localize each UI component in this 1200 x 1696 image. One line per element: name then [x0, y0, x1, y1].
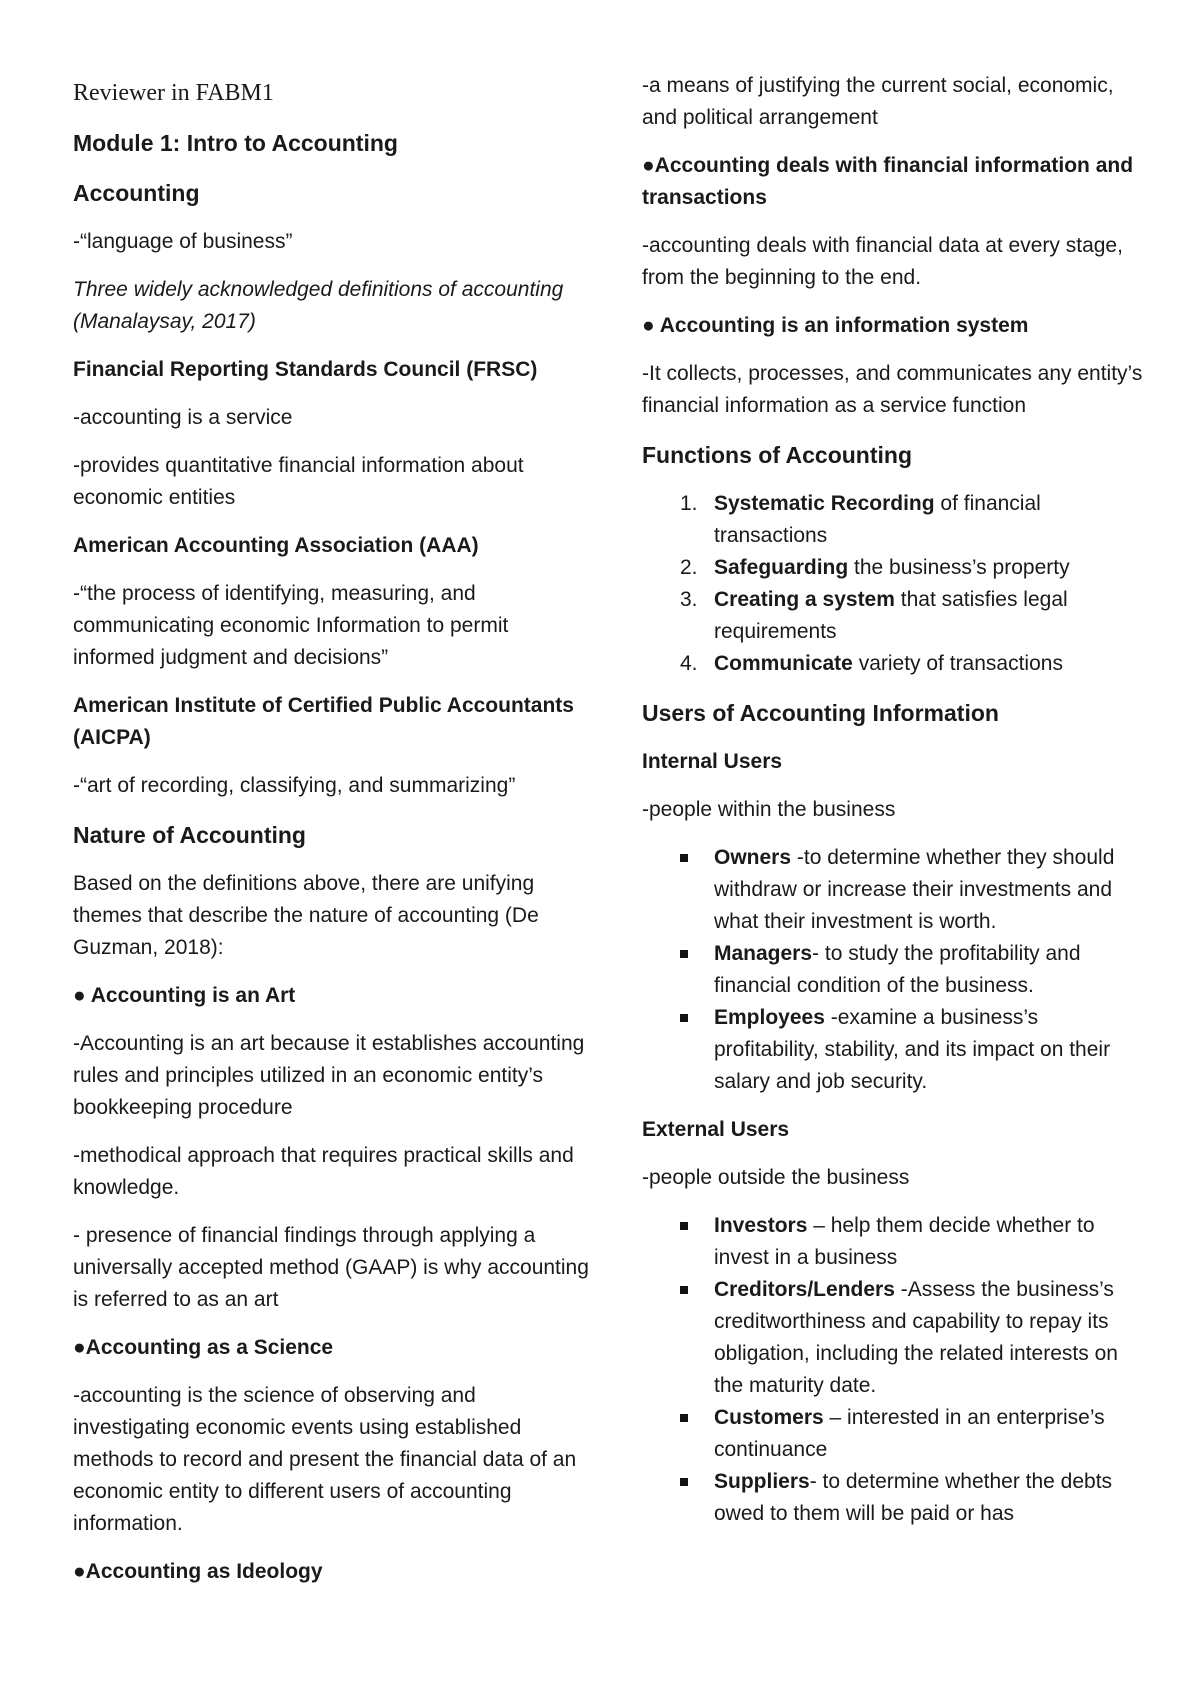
item-text: – help them decide whether to invest in a business	[714, 1214, 1095, 1269]
ideology-paragraph: -a means of justifying the current social, economic, and political arrangement	[642, 74, 1114, 129]
aicpa-heading: American Institute of Certified Public Accountants (AICPA)	[73, 694, 574, 749]
users-heading: Users of Accounting Information	[642, 700, 999, 726]
item-text: of financial transactions	[714, 492, 1041, 547]
definitions-intro: Three widely acknowledged definitions of accounting (Manalaysay, 2017)	[73, 278, 564, 333]
external-users-heading: External Users	[642, 1118, 790, 1141]
accounting-heading: Accounting	[73, 180, 200, 206]
info-system-heading: ● Accounting is an information system	[642, 314, 1029, 337]
list-number: 3.	[680, 588, 698, 611]
list-number: 4.	[680, 652, 698, 675]
aaa-heading: American Accounting Association (AAA)	[73, 534, 479, 557]
art-paragraph-1: -Accounting is an art because it establishes accounting rules and principles utilized in an economic entity’s bookkeeping procedure	[73, 1032, 585, 1119]
item-term: Suppliers	[714, 1470, 810, 1493]
item-text: -to determine whether they should withdraw or increase their investments and what their investment is worth.	[714, 846, 1115, 933]
square-bullet-icon	[680, 1014, 688, 1022]
square-bullet-icon	[680, 1478, 688, 1486]
science-heading: ●Accounting as a Science	[73, 1336, 334, 1359]
frsc-paragraph-2: -provides quantitative financial information about economic entities	[73, 454, 524, 509]
item-term: Employees	[714, 1006, 825, 1029]
art-heading: ● Accounting is an Art	[73, 984, 296, 1007]
list-item	[642, 1274, 1147, 1402]
item-text: the business’s property	[848, 556, 1070, 579]
item-text: -examine a business’s profitability, stability, and its impact on their salary and job security.	[714, 1006, 1111, 1093]
right-column	[642, 70, 1147, 1546]
ideology-heading: ●Accounting as Ideology	[73, 1560, 323, 1583]
square-bullet-icon	[680, 1414, 688, 1422]
item-text: - to determine whether the debts owed to them will be paid or has	[714, 1470, 1113, 1525]
list-number: 1.	[680, 492, 698, 515]
list-number: 2.	[680, 556, 698, 579]
item-text: -Assess the business’s creditworthiness and capability to repay its obligation, including the related interests on the maturity date.	[714, 1278, 1118, 1397]
list-item	[642, 488, 1147, 552]
accounting-definition: -“language of business”	[73, 230, 293, 253]
nature-intro: Based on the definitions above, there are unifying themes that describe the nature of accounting (De Guzman, 2018):	[73, 872, 539, 959]
item-term: Managers	[714, 942, 813, 965]
item-term: Owners	[714, 846, 792, 869]
aicpa-paragraph: -“art of recording, classifying, and summarizing”	[73, 774, 516, 797]
square-bullet-icon	[680, 1286, 688, 1294]
item-term: Safeguarding	[714, 556, 849, 579]
aaa-paragraph: -“the process of identifying, measuring, and communicating economic Information to permit informed judgment and decisions”	[73, 582, 509, 669]
item-text: – interested in an enterprise’s continuance	[714, 1406, 1105, 1461]
list-item	[642, 938, 1147, 1002]
item-text: that satisfies legal requirements	[714, 588, 1068, 643]
document-title: Reviewer in FABM1	[73, 80, 274, 106]
item-text: variety of transactions	[852, 652, 1063, 675]
art-paragraph-2: -methodical approach that requires practical skills and knowledge.	[73, 1144, 574, 1199]
list-item	[642, 1402, 1147, 1466]
art-paragraph-3: - presence of financial findings through applying a universally accepted method (GAAP) is why accounting is referred to as an art	[73, 1224, 589, 1311]
list-item	[642, 1466, 1147, 1530]
internal-users-paragraph: -people within the business	[642, 798, 896, 821]
functions-list	[642, 488, 1147, 680]
item-term: Creditors/Lenders	[714, 1278, 895, 1301]
list-item	[642, 1210, 1147, 1274]
item-term: Investors	[714, 1214, 808, 1237]
list-item	[642, 842, 1147, 938]
left-column	[73, 70, 593, 1604]
frsc-paragraph-1: -accounting is a service	[73, 406, 293, 429]
item-term: Creating a system	[714, 588, 895, 611]
science-paragraph: -accounting is the science of observing and investigating economic events using established methods to record and present the financial data of an economic entity to different users of accounting information.	[73, 1384, 577, 1535]
external-users-list	[642, 1210, 1147, 1530]
item-term: Customers	[714, 1406, 824, 1429]
square-bullet-icon	[680, 854, 688, 862]
square-bullet-icon	[680, 1222, 688, 1230]
list-item	[642, 552, 1147, 584]
internal-users-heading: Internal Users	[642, 750, 783, 773]
frsc-heading: Financial Reporting Standards Council (FRSC)	[73, 358, 538, 381]
item-term: Systematic Recording	[714, 492, 935, 515]
item-term: Communicate	[714, 652, 853, 675]
list-item	[642, 584, 1147, 648]
module-title: Module 1: Intro to Accounting	[73, 130, 398, 156]
info-system-paragraph: -It collects, processes, and communicates any entity’s financial information as a service function	[642, 362, 1143, 417]
item-text: - to study the profitability and financial condition of the business.	[714, 942, 1081, 997]
nature-heading: Nature of Accounting	[73, 822, 306, 848]
internal-users-list	[642, 842, 1147, 1098]
external-users-paragraph: -people outside the business	[642, 1166, 910, 1189]
functions-heading: Functions of Accounting	[642, 442, 913, 468]
list-item	[642, 648, 1147, 680]
list-item	[642, 1002, 1147, 1098]
deals-heading: ●Accounting deals with financial information and transactions	[642, 154, 1134, 209]
square-bullet-icon	[680, 950, 688, 958]
deals-paragraph: -accounting deals with financial data at every stage, from the beginning to the end.	[642, 234, 1123, 289]
